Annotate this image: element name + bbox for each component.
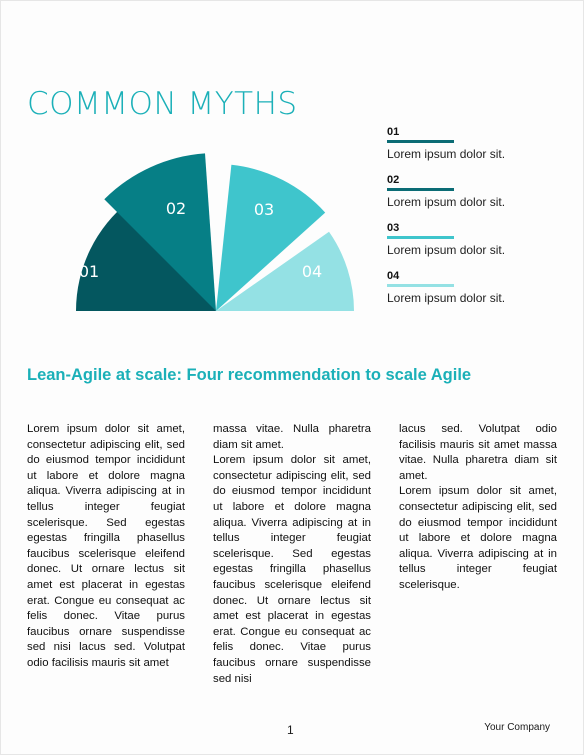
legend-item-03 bbox=[387, 222, 537, 257]
legend-item-01 bbox=[387, 126, 537, 161]
legend-number: 03 bbox=[387, 222, 400, 234]
legend-number: 01 bbox=[387, 126, 400, 138]
paragraph: Lorem ipsum dolor sit amet, consectetur adipiscing elit, sed do eiusmod tempor incididunt ut labore et dolore magna aliqua. Viverra adipiscing at in tellus integer feugiat scelerisque. bbox=[399, 485, 557, 591]
legend-bar bbox=[387, 140, 454, 143]
legend-text: Lorem ipsum dolor sit. bbox=[387, 291, 506, 305]
legend-number: 02 bbox=[387, 174, 400, 186]
diagram-label-03: 03 bbox=[253, 200, 275, 219]
legend-text: Lorem ipsum dolor sit. bbox=[387, 243, 506, 257]
legend-item-02 bbox=[387, 174, 537, 209]
company-name: Your Company bbox=[484, 722, 550, 733]
page-number: 1 bbox=[287, 723, 294, 737]
text-column-3 bbox=[399, 422, 557, 594]
legend-bar bbox=[387, 236, 454, 239]
paragraph: massa vitae. Nulla pharetra diam sit amet. bbox=[213, 423, 371, 451]
section-subtitle: Lean-Agile at scale: Four recommendation to scale Agile bbox=[27, 366, 472, 384]
paragraph: Lorem ipsum dolor sit amet, consectetur adipiscing elit, sed do eiusmod tempor incididunt ut labore et dolore magna aliqua. Viverra adipiscing at in tellus integer feugiat scelerisque. Sed egestas egestas fringilla phasellus faucibus scelerisque eleifend donec. Ut ornare lectus sit amet est placerat in egestas erat. Congue eu consequat ac felis donec. Vitae purus faucibus ornare suspendisse sed nisi bbox=[213, 454, 371, 685]
legend-text: Lorem ipsum dolor sit. bbox=[387, 195, 506, 209]
legend-item-04 bbox=[387, 270, 537, 305]
diagram-label-04: 04 bbox=[301, 262, 323, 281]
legend-bar bbox=[387, 284, 454, 287]
diagram-label-01: 01 bbox=[78, 262, 100, 281]
text-column-1 bbox=[27, 422, 185, 672]
page-title: COMMON MYTHS bbox=[27, 86, 298, 122]
paragraph: lacus sed. Volutpat odio facilisis mauris sit amet massa vitae. Nulla pharetra diam sit amet. bbox=[399, 423, 557, 482]
paragraph: Lorem ipsum dolor sit amet, consectetur adipiscing elit, sed do eiusmod tempor incididunt ut labore et dolore magna aliqua. Viverra adipiscing at in tellus integer feugiat scelerisque. Sed egestas egestas fringilla phasellus faucibus scelerisque eleifend donec. Ut ornare lectus sit amet est placerat in egestas erat. Congue eu consequat ac felis donec. Vitae purus faucibus ornare suspendisse sed nisi lacus sed. Volutpat odio facilisis mauris sit amet bbox=[27, 423, 185, 669]
text-column-2 bbox=[213, 422, 371, 687]
diagram-segments bbox=[76, 153, 354, 311]
diagram-label-02: 02 bbox=[165, 199, 187, 218]
legend-text: Lorem ipsum dolor sit. bbox=[387, 147, 506, 161]
legend-number: 04 bbox=[387, 270, 400, 282]
legend-bar bbox=[387, 188, 454, 191]
